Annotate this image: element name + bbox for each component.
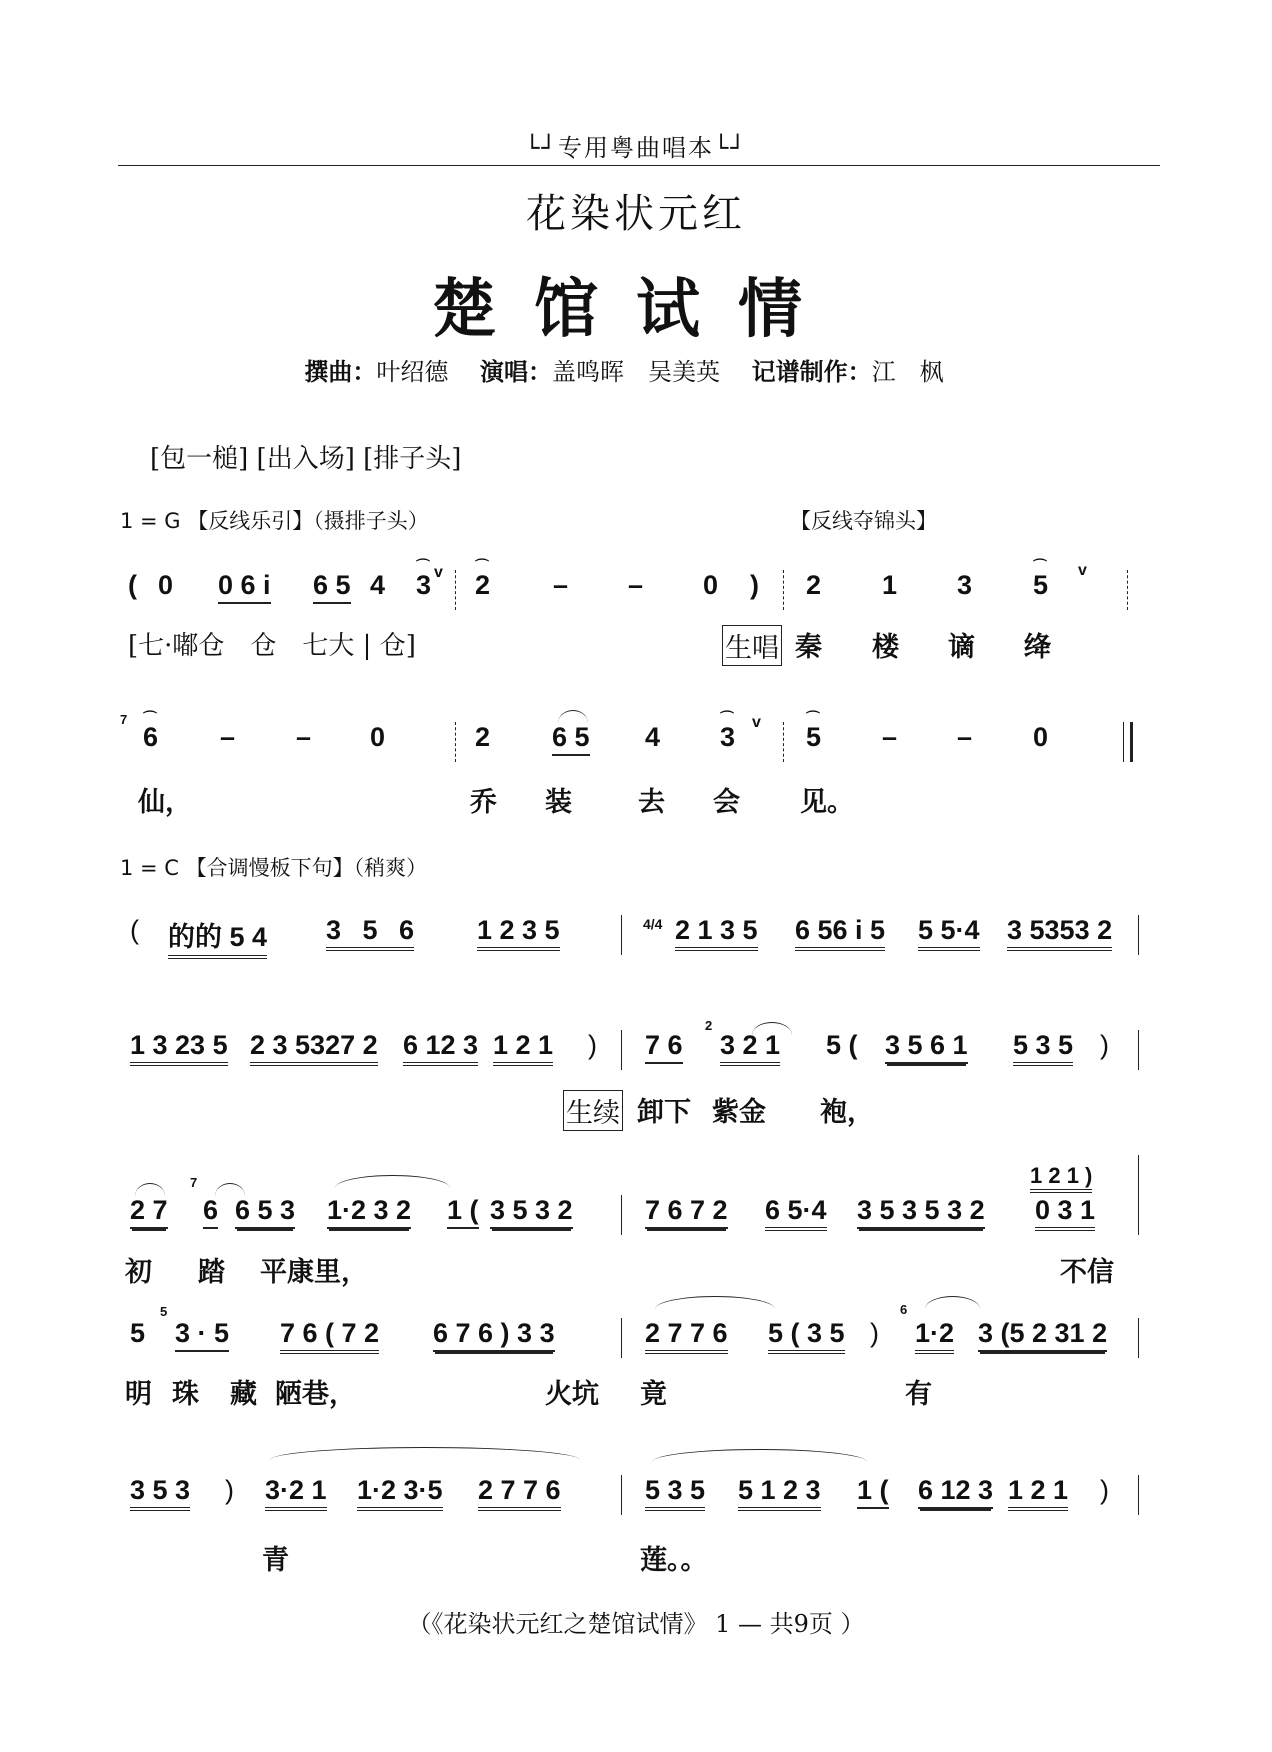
final-barline [1123,722,1133,762]
lyric-row [0,1250,1272,1290]
note: 2 [806,570,822,600]
note-group: 5 3 5 [1013,1030,1073,1066]
dash: – [957,722,973,752]
barline [621,1030,622,1070]
lyric-char: 会 [713,787,740,818]
note-group: 3 (5 2 31 2 [978,1318,1107,1352]
note-group: 1·2 [915,1318,954,1354]
note-group: 1 3 23 5 [130,1030,228,1066]
barline [621,915,622,955]
barline [621,1318,622,1358]
dash: – [628,570,644,600]
notation-row [0,1302,1272,1358]
lyric-char: 仙， [138,787,192,818]
note-group: 1 ( [857,1475,889,1509]
note-group: 2 7 [130,1195,168,1229]
page-title: 楚馆试情 [432,272,840,347]
singers-label: 演唱： [480,358,552,386]
note-group: 6 56 i 5 [795,915,885,951]
note: 2 [475,570,491,600]
lyric-char: 去 [638,787,665,818]
dash: – [882,722,898,752]
note-group: 的的 5 4 [168,915,267,959]
barline [455,570,456,610]
note: 5 [1033,570,1049,600]
barline [783,570,784,610]
barline [1138,915,1139,955]
note: 1 [882,570,898,600]
breath-mark-icon: v [1078,562,1087,579]
lyric-row [0,625,1272,665]
notation-row [0,710,1272,762]
note-group: 3 5 6 [326,915,414,951]
breath-mark-icon: v [752,714,761,731]
lyric-char: 装 [545,787,572,818]
slur [925,1296,980,1309]
note: ) [588,1030,597,1060]
tune-name: 【反线乐引】（摄排子头） [187,509,429,533]
lyric-char: 秦 [795,632,822,663]
note-group: 5 ( [826,1030,858,1060]
note-group: 1 2 1 ) [1030,1163,1092,1193]
page-footer: （《花染状元红之楚馆试情》 1 — 共9页 ） [407,1610,865,1638]
note: 3 [957,570,973,600]
lyric-char: 珠 [172,1379,199,1410]
note-group: 6 12 3 [403,1030,478,1066]
lyric-char: 明 [125,1379,152,1410]
slur [652,1449,867,1462]
note-group: 3 5353 2 [1007,915,1112,951]
note: 0 [158,570,174,600]
fermata-icon: ⌒ [720,710,734,726]
note-group: 2 7 7 6 [645,1318,728,1354]
grace-note: 7 [120,712,128,727]
note: 0 [370,722,386,752]
header-divider [118,165,1160,166]
notation-row [0,558,1272,610]
note-group: 1 ( [447,1195,479,1229]
lyric-char: 楼 [872,632,899,663]
role-tag: 生唱 [722,625,782,666]
note-group: 0 3 1 [1035,1195,1095,1231]
fermata-icon: ⌒ [475,558,489,574]
lyric-row [0,1538,1272,1578]
note-group: 2 1 3 5 [675,915,758,951]
note-group: 3 2 1 [720,1030,780,1066]
note: 0 [1033,722,1049,752]
upper-voice-notes [1030,1163,1092,1189]
note: 4 [645,722,661,752]
note-group: 2 7 7 6 [478,1475,561,1511]
barline [783,722,784,762]
note-group: 5 ( 3 5 [768,1318,845,1354]
transcriber-name: 江 枫 [871,358,944,386]
note-group: 3 5 3 5 3 2 [857,1195,985,1229]
lyric-char: 青 [262,1545,289,1576]
fermata-icon: ⌒ [143,710,157,726]
fermata-icon: ⌒ [806,710,820,726]
notation-row [0,1018,1272,1070]
lyric-char: 绛 [1024,632,1051,663]
note: ( [130,915,139,945]
note: 0 [703,570,719,600]
note-group: 0 6 i [218,570,271,604]
barline [1127,570,1128,610]
note-group: 7 6 7 2 [645,1195,728,1229]
lyric-char: 见。 [800,787,854,818]
dash: – [220,722,236,752]
note-group: 6 5·4 [765,1195,827,1231]
note: ) [750,570,759,600]
note-group: 5 3 5 [645,1475,705,1511]
barline [1138,1475,1139,1515]
lyric-char: 初 [125,1257,152,1288]
note-group: 3 5 3 2 [490,1195,573,1229]
key-signature: 1 = C [120,856,179,880]
note-group: 1 2 1 [493,1030,553,1066]
note: 5 [130,1318,146,1348]
slur [335,1175,450,1188]
note: ) [870,1318,879,1348]
note-group: 7 6 ( 7 2 [280,1318,379,1354]
note-group: 1·2 3 2 [327,1195,411,1229]
note-group: 3 5 3 [130,1475,190,1511]
lyric-row [0,1090,1272,1130]
lyric-row [0,780,1272,820]
lyric-char: 莲。。 [640,1545,708,1576]
note: ) [225,1475,234,1505]
role-tag: 生续 [563,1090,623,1131]
note: 5 [806,722,822,752]
series-header: └┘专用粤曲唱本└┘ [525,134,747,162]
grace-note: 5 [160,1304,168,1319]
composer-label: 撰曲： [304,358,377,386]
lyric-char: 竟 [640,1379,667,1410]
barline [1138,1318,1139,1358]
barline [621,1195,622,1235]
lyric-char: 乔 [470,787,497,818]
breath-mark-icon: v [434,564,443,581]
note: 6 [143,722,159,752]
note-group: 1 2 3 5 [477,915,560,951]
note: 2 [475,722,491,752]
note-group: 6 5 [313,570,351,604]
note: 6 [203,1195,218,1229]
grace-note: 2 [705,1018,713,1033]
barline [1138,1030,1139,1070]
note-group: 3 5 6 1 [885,1030,968,1064]
note-group: 5 1 2 3 [738,1475,821,1511]
slur [270,1447,580,1460]
note-group: 1 2 1 [1008,1475,1068,1511]
page-subtitle: 花染状元红 [526,191,746,237]
lyric-char: 有 [905,1379,932,1410]
dash: – [553,570,569,600]
dash: – [296,722,312,752]
section-1-heading [120,505,429,535]
note: ) [1100,1475,1109,1505]
lyric-char: 火坑 [545,1379,599,1410]
barline [621,1475,622,1515]
note-group: 6 12 3 [918,1475,993,1509]
lyric-char: 平康里， [260,1257,368,1288]
lyric-char: 踏 [198,1257,225,1288]
note: 3 [416,570,432,600]
lyric-char: 陋巷， [275,1379,356,1410]
note-group: 7 6 [645,1030,683,1064]
section-2-heading [120,852,427,882]
lyric-char: 袍， [820,1097,874,1128]
note: ) [1100,1030,1109,1060]
fermata-icon: ⌒ [1033,558,1047,574]
notation-row [0,1475,1272,1515]
barline [1138,1155,1139,1235]
lyric-char: 紫金 [712,1097,766,1128]
slur [655,1296,775,1309]
percussion-line: [七·嘟仓 仓 七大 | 仓] [128,631,416,661]
transcriber-label: 记谱制作： [751,358,872,386]
note-group: 6 5 [552,722,590,756]
lyric-row [0,1372,1272,1412]
note-group: 3·2 1 [265,1475,327,1511]
lyric-char: 不信 [1060,1257,1114,1288]
note: 3 [720,722,736,752]
time-signature: 4/4 [643,916,663,932]
note: 4 [370,570,386,600]
section-1-second-heading: 【反线夺锦头】 [790,509,937,533]
barline [455,722,456,762]
notation-row [0,915,1272,955]
note-group: 3 · 5 [175,1318,229,1352]
lyric-char: 谪 [948,632,975,663]
note-group: 6 7 6 ) 3 3 [433,1318,555,1352]
intro-percussion: [包一槌] [出入场] [排子头] [150,444,462,474]
composer-name: 叶绍德 [376,358,449,386]
fermata-icon: ⌒ [416,558,430,574]
tune-name: 【合调慢板下句】（稍爽） [185,856,428,880]
lyric-char: 卸下 [637,1097,691,1128]
credits-line [0,352,1272,387]
note: ( [128,570,137,600]
note-group: 2 3 5327 2 [250,1030,378,1066]
key-signature: 1 = G [120,509,181,533]
lyric-char: 藏 [230,1379,257,1410]
note-group: 6 5 3 [235,1195,295,1229]
note-group: 5 5·4 [918,915,980,951]
grace-note: 6 [900,1302,908,1317]
grace-note: 7 [190,1175,198,1190]
note-group: 1·2 3·5 [357,1475,443,1511]
singers-names: 盖鸣晖 吴美英 [552,358,720,386]
